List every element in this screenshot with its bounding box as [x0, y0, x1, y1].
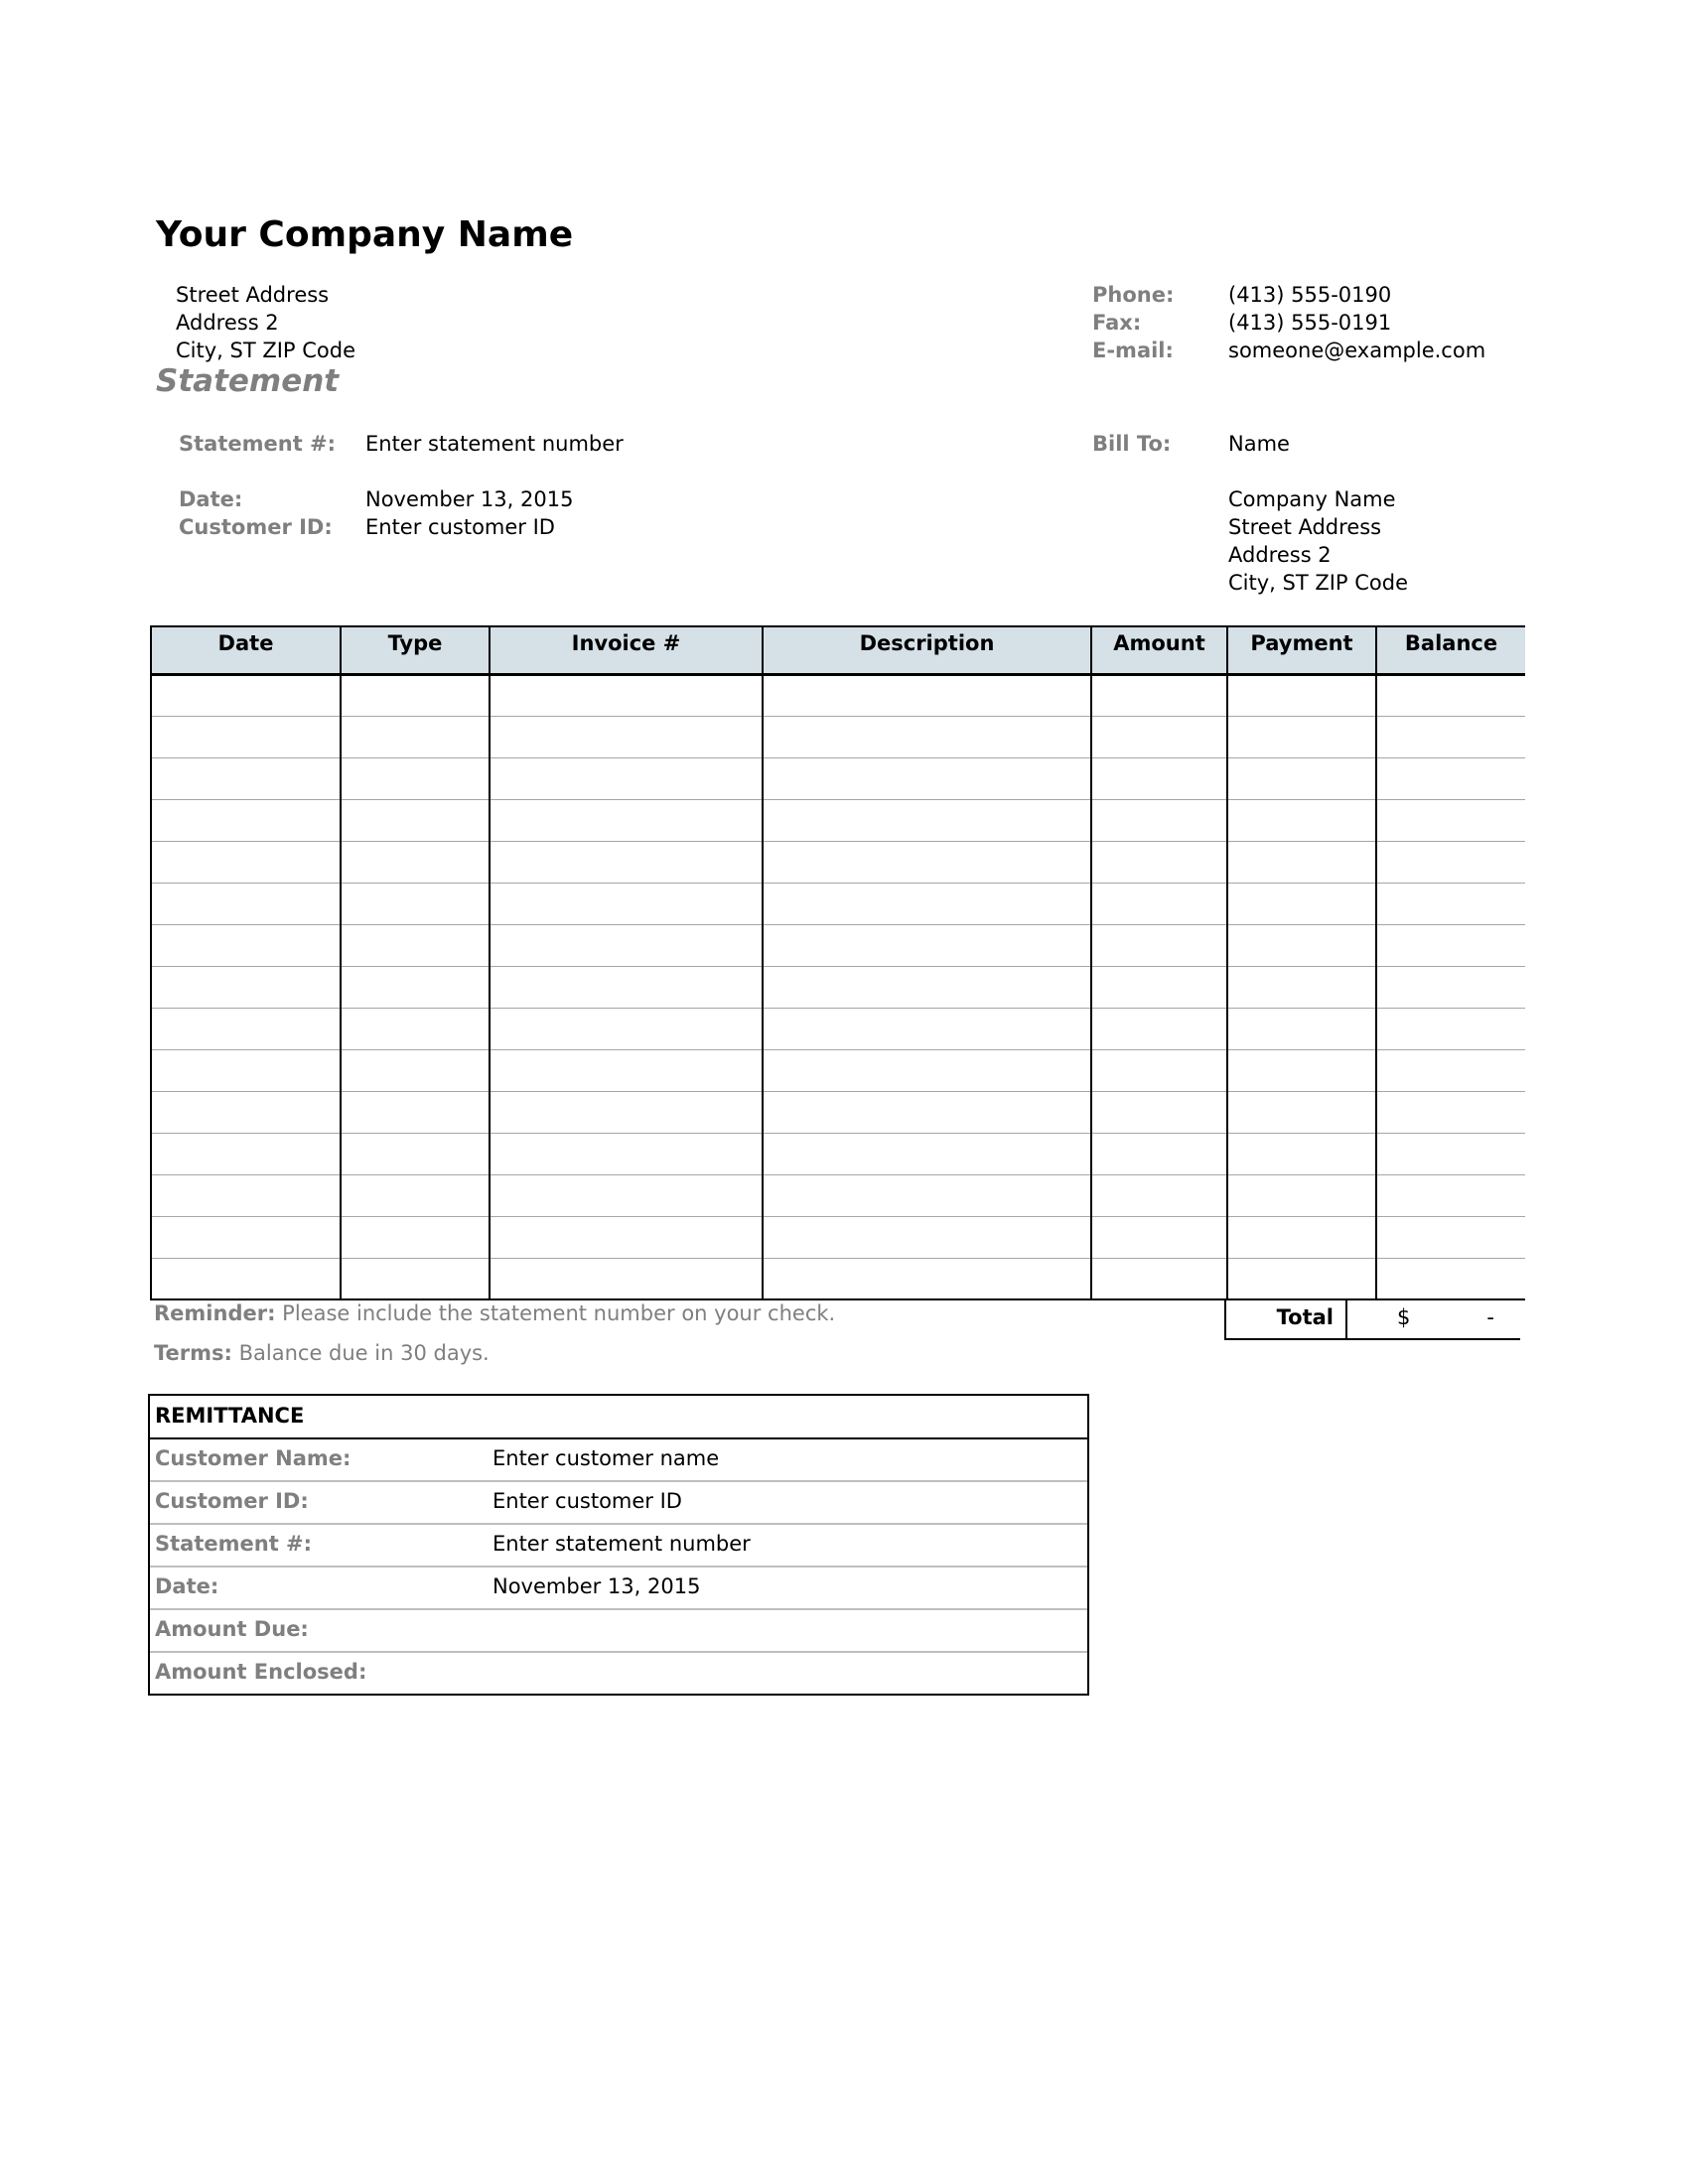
table-cell[interactable]: [1227, 841, 1376, 883]
table-cell[interactable]: [1091, 799, 1227, 841]
table-row: [151, 841, 1525, 883]
column-header-date: Date: [151, 626, 341, 674]
table-cell[interactable]: [151, 757, 341, 799]
table-cell[interactable]: [1091, 924, 1227, 966]
remittance-label: Amount Due:: [155, 1617, 309, 1641]
remittance-row: [150, 1525, 1087, 1568]
company-address2: Address 2: [176, 311, 279, 335]
table-cell[interactable]: [490, 883, 763, 924]
table-cell[interactable]: [341, 799, 490, 841]
table-cell[interactable]: [341, 1174, 490, 1216]
table-cell[interactable]: [763, 1091, 1091, 1133]
table-cell[interactable]: [490, 1091, 763, 1133]
table-row: [151, 674, 1525, 716]
table-cell[interactable]: [1376, 1049, 1525, 1091]
table-cell[interactable]: [151, 1049, 341, 1091]
statement-info-values: [365, 430, 624, 541]
table-cell[interactable]: [1091, 841, 1227, 883]
table-cell[interactable]: [763, 1216, 1091, 1258]
table-cell[interactable]: [341, 1216, 490, 1258]
table-cell[interactable]: [341, 716, 490, 757]
total-box: [1224, 1298, 1520, 1340]
customer-id-label: Customer ID:: [179, 515, 333, 539]
table-cell[interactable]: [1227, 1216, 1376, 1258]
table-cell[interactable]: [341, 757, 490, 799]
statement-date-value: November 13, 2015: [365, 487, 574, 511]
table-cell[interactable]: [1227, 1091, 1376, 1133]
table-cell[interactable]: [1091, 716, 1227, 757]
bill-to-city: City, ST ZIP Code: [1228, 571, 1409, 595]
remittance-label: Customer ID:: [155, 1489, 309, 1513]
table-cell[interactable]: [1376, 1216, 1525, 1258]
contact-values: [1228, 281, 1485, 364]
table-row: [151, 1258, 1525, 1299]
remittance-title: REMITTANCE: [150, 1396, 1087, 1439]
table-row: [151, 716, 1525, 757]
table-cell[interactable]: [151, 1216, 341, 1258]
table-cell[interactable]: [1376, 1174, 1525, 1216]
total-value: -: [1486, 1305, 1494, 1329]
table-cell[interactable]: [763, 799, 1091, 841]
reminder-text: Please include the statement number on your check.: [282, 1301, 836, 1325]
company-name: Your Company Name: [156, 214, 574, 255]
remittance-value[interactable]: Enter customer ID: [492, 1489, 682, 1513]
fax-value: (413) 555-0191: [1228, 311, 1392, 335]
table-cell[interactable]: [490, 716, 763, 757]
table-cell[interactable]: [1376, 841, 1525, 883]
table-cell[interactable]: [1376, 674, 1525, 716]
table-cell[interactable]: [1227, 674, 1376, 716]
remittance-row: [150, 1482, 1087, 1525]
table-cell[interactable]: [1227, 924, 1376, 966]
table-cell[interactable]: [151, 966, 341, 1008]
table-cell[interactable]: [1227, 966, 1376, 1008]
table-cell[interactable]: [763, 883, 1091, 924]
table-cell[interactable]: [1376, 1008, 1525, 1049]
column-header-amount: Amount: [1091, 626, 1227, 674]
table-cell[interactable]: [151, 924, 341, 966]
table-cell[interactable]: [763, 841, 1091, 883]
bill-to-block: [1228, 430, 1408, 597]
table-cell[interactable]: [151, 1133, 341, 1174]
table-row: [151, 883, 1525, 924]
table-row: [151, 966, 1525, 1008]
table-cell[interactable]: [1091, 1133, 1227, 1174]
table-cell[interactable]: [763, 716, 1091, 757]
table-cell[interactable]: [490, 1049, 763, 1091]
table-cell[interactable]: [1091, 966, 1227, 1008]
table-cell[interactable]: [1227, 757, 1376, 799]
table-cell[interactable]: [763, 1133, 1091, 1174]
table-cell[interactable]: [763, 1008, 1091, 1049]
bill-to-address2: Address 2: [1228, 543, 1332, 567]
email-value: someone@example.com: [1228, 339, 1486, 362]
phone-label: Phone:: [1092, 283, 1175, 307]
table-cell[interactable]: [763, 924, 1091, 966]
remittance-value[interactable]: Enter statement number: [492, 1532, 751, 1556]
table-cell[interactable]: [763, 1174, 1091, 1216]
table-cell[interactable]: [1376, 757, 1525, 799]
table-cell[interactable]: [1091, 1174, 1227, 1216]
table-cell[interactable]: [151, 716, 341, 757]
table-cell[interactable]: [763, 1049, 1091, 1091]
remittance-label: Date:: [155, 1574, 219, 1598]
statement-number-label: Statement #:: [179, 432, 337, 456]
table-cell[interactable]: [151, 674, 341, 716]
table-cell[interactable]: [151, 1091, 341, 1133]
table-cell[interactable]: [763, 674, 1091, 716]
table-cell[interactable]: [1376, 924, 1525, 966]
total-currency: $: [1397, 1305, 1411, 1329]
table-cell[interactable]: [1227, 716, 1376, 757]
company-address: [176, 281, 355, 364]
column-header-type: Type: [341, 626, 490, 674]
table-cell[interactable]: [341, 1133, 490, 1174]
table-cell[interactable]: [151, 799, 341, 841]
table-cell[interactable]: [490, 924, 763, 966]
table-cell[interactable]: [490, 1174, 763, 1216]
remittance-row: [150, 1568, 1087, 1610]
table-cell[interactable]: [1376, 1133, 1525, 1174]
table-cell[interactable]: [490, 966, 763, 1008]
table-cell[interactable]: [1227, 799, 1376, 841]
table-cell[interactable]: [341, 674, 490, 716]
remittance-value[interactable]: Enter customer name: [492, 1446, 720, 1470]
remittance-label: Statement #:: [155, 1532, 313, 1556]
total-label: Total: [1226, 1298, 1347, 1338]
table-cell[interactable]: [341, 883, 490, 924]
statement-info-labels: [179, 430, 336, 541]
remittance-label: Amount Enclosed:: [155, 1660, 367, 1684]
customer-id-value: Enter customer ID: [365, 515, 555, 539]
table-cell[interactable]: [341, 924, 490, 966]
statement-date-label: Date:: [179, 487, 243, 511]
remittance-box: [148, 1394, 1089, 1696]
reminder-label: Reminder:: [154, 1301, 276, 1325]
table-row: [151, 1174, 1525, 1216]
table-cell[interactable]: [490, 1216, 763, 1258]
terms-label: Terms:: [154, 1341, 232, 1365]
table-cell[interactable]: [341, 966, 490, 1008]
table-cell[interactable]: [341, 1008, 490, 1049]
table-cell[interactable]: [151, 1174, 341, 1216]
table-row: [151, 1216, 1525, 1258]
table-cell[interactable]: [763, 1258, 1091, 1299]
table-cell[interactable]: [1227, 1049, 1376, 1091]
remittance-row: [150, 1439, 1087, 1482]
table-row: [151, 1049, 1525, 1091]
phone-value: (413) 555-0190: [1228, 283, 1392, 307]
table-cell[interactable]: [341, 841, 490, 883]
fax-label: Fax:: [1092, 311, 1142, 335]
bill-to-label: Bill To:: [1092, 432, 1172, 456]
email-label: E-mail:: [1092, 339, 1174, 362]
table-cell[interactable]: [1227, 1174, 1376, 1216]
table-cell[interactable]: [763, 757, 1091, 799]
table-cell[interactable]: [151, 1258, 341, 1299]
column-header-balance: Balance: [1376, 626, 1525, 674]
document-title: Statement: [156, 363, 340, 399]
table-cell[interactable]: [341, 1049, 490, 1091]
table-cell[interactable]: [1227, 1258, 1376, 1299]
table-cell[interactable]: [1091, 883, 1227, 924]
table-cell[interactable]: [1091, 1258, 1227, 1299]
table-cell[interactable]: [490, 1258, 763, 1299]
terms-note: [154, 1341, 490, 1365]
statement-number-value: Enter statement number: [365, 432, 624, 456]
table-header-row: [151, 626, 1525, 674]
table-cell[interactable]: [1091, 674, 1227, 716]
table-cell[interactable]: [490, 674, 763, 716]
table-cell[interactable]: [1227, 883, 1376, 924]
table-cell[interactable]: [490, 757, 763, 799]
table-cell[interactable]: [1376, 966, 1525, 1008]
remittance-label: Customer Name:: [155, 1446, 352, 1470]
table-cell[interactable]: [490, 1008, 763, 1049]
table-cell[interactable]: [1227, 1133, 1376, 1174]
table-row: [151, 1133, 1525, 1174]
contact-labels: [1092, 281, 1174, 364]
table-cell[interactable]: [1227, 1008, 1376, 1049]
table-cell[interactable]: [490, 1133, 763, 1174]
company-street: Street Address: [176, 283, 330, 307]
statement-table: [150, 625, 1525, 1300]
column-header-invoice: Invoice #: [490, 626, 763, 674]
table-cell[interactable]: [1376, 716, 1525, 757]
bill-to-company: Company Name: [1228, 487, 1396, 511]
reminder-note: [154, 1301, 835, 1325]
table-cell[interactable]: [490, 799, 763, 841]
table-cell[interactable]: [1091, 1008, 1227, 1049]
table-cell[interactable]: [151, 1008, 341, 1049]
table-row: [151, 1008, 1525, 1049]
table-cell[interactable]: [341, 1091, 490, 1133]
table-cell[interactable]: [763, 966, 1091, 1008]
bill-to-street: Street Address: [1228, 515, 1382, 539]
table-cell[interactable]: [1091, 757, 1227, 799]
bill-to-name: Name: [1228, 432, 1290, 456]
table-cell[interactable]: [1091, 1216, 1227, 1258]
table-cell[interactable]: [1091, 1091, 1227, 1133]
remittance-row: [150, 1653, 1087, 1694]
table-cell[interactable]: [151, 883, 341, 924]
table-row: [151, 757, 1525, 799]
table-row: [151, 799, 1525, 841]
column-header-description: Description: [763, 626, 1091, 674]
table-cell[interactable]: [490, 841, 763, 883]
table-cell[interactable]: [1091, 1049, 1227, 1091]
remittance-value[interactable]: November 13, 2015: [492, 1574, 701, 1598]
table-cell[interactable]: [1376, 1258, 1525, 1299]
table-cell[interactable]: [1376, 883, 1525, 924]
table-row: [151, 924, 1525, 966]
table-cell[interactable]: [151, 841, 341, 883]
company-city: City, ST ZIP Code: [176, 339, 356, 362]
column-header-payment: Payment: [1227, 626, 1376, 674]
remittance-row: [150, 1610, 1087, 1653]
terms-text: Balance due in 30 days.: [238, 1341, 490, 1365]
table-cell[interactable]: [341, 1258, 490, 1299]
table-cell[interactable]: [1376, 1091, 1525, 1133]
table-cell[interactable]: [1376, 799, 1525, 841]
table-row: [151, 1091, 1525, 1133]
